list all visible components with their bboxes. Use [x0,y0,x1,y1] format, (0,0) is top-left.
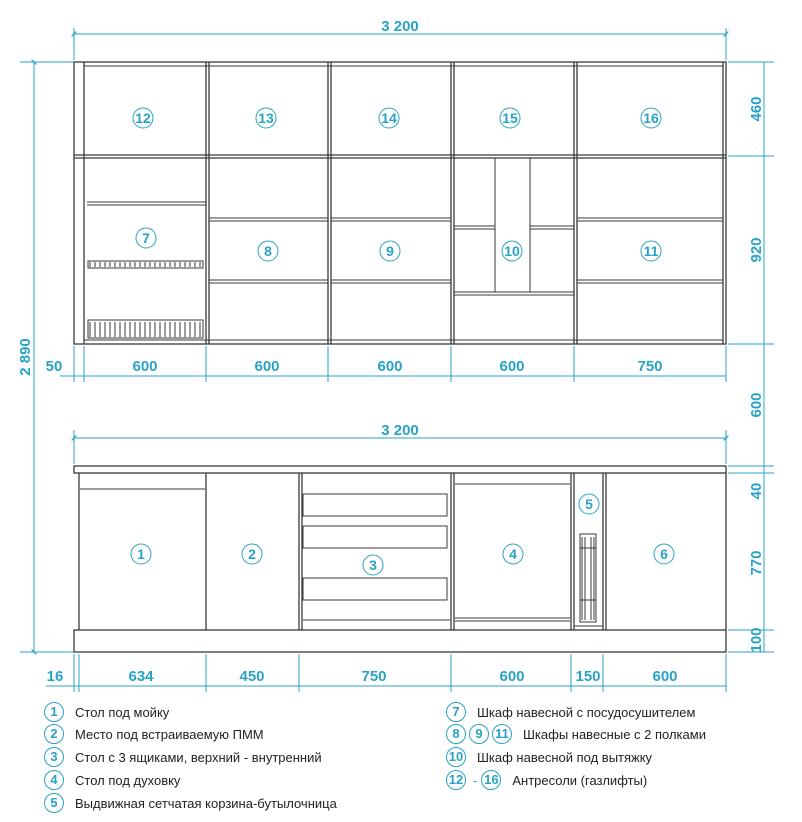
legend-number: 10 [446,747,466,767]
module-marker: 8 [264,243,272,259]
legend-text: Стол под духовку [75,772,181,788]
lower-width-dim: 600 [499,668,525,685]
legend-text: Стол с 3 ящиками, верхний - внутренний [75,749,322,765]
lower-total-dim: 3 200 [381,422,419,439]
legend-number: 1 [44,702,64,722]
mezz-height-dim: 460 [748,96,765,122]
module-marker: 4 [509,546,517,562]
legend-number: 9 [469,724,489,744]
upper-width-dim: 750 [637,358,663,375]
legend-number: 7 [446,702,466,722]
legend-text: Антресоли (газлифты) [512,772,648,788]
legend-item [44,769,180,791]
module-marker: 7 [142,230,150,246]
module-marker: 5 [585,496,593,512]
module-marker: 2 [248,546,256,562]
legend-item [446,701,695,723]
plinth-dim: 100 [748,627,765,653]
legend-item [44,723,264,745]
legend-text: Шкаф навесной с посудосушителем [477,704,696,720]
legend-text: Выдвижная сетчатая корзина-бутылочница [75,795,337,811]
base-cab-height-dim: 770 [748,550,765,576]
module-marker: 3 [369,557,377,573]
legend-number: 8 [446,724,466,744]
lower-width-dim: 750 [361,668,387,685]
module-marker: 1 [137,546,145,562]
module-marker: 10 [504,243,520,259]
lower-width-dim: 600 [652,668,678,685]
upper-width-dim: 600 [254,358,280,375]
legend-text: Место под встраиваемую ПММ [75,726,264,742]
legend-item [446,723,706,745]
upper-width-dim: 600 [377,358,403,375]
legend-text: Стол под мойку [75,704,170,720]
legend-item [44,701,169,723]
upper-width-dim: 600 [132,358,158,375]
legend-number: 3 [44,747,64,767]
lower-width-dim: 634 [128,668,154,685]
legend-item [446,769,647,791]
legend-item [446,746,652,768]
module-marker: 13 [258,110,274,126]
legend-number: 12 [446,770,466,790]
legend-number: 5 [44,793,64,813]
legend-text: Шкаф навесной под вытяжку [477,749,653,765]
lower-left-gap-dim: 16 [46,668,64,685]
legend-number: 11 [492,724,512,744]
legend-number: 4 [44,770,64,790]
legend-item [44,746,322,768]
legend-text: Шкафы навесные с 2 полками [523,726,706,742]
legend-item [44,792,337,814]
legend-number: 16 [481,770,501,790]
module-marker: 6 [660,546,668,562]
gap-height-dim: 600 [748,392,765,418]
module-marker: 14 [381,110,397,126]
upper-width-dim: 600 [499,358,525,375]
lower-width-dim: 150 [575,668,601,685]
wall-cab-height-dim: 920 [748,237,765,263]
module-marker: 9 [386,243,394,259]
lower-width-dim: 450 [239,668,265,685]
module-marker: 12 [135,110,151,126]
height-total-dim: 2 890 [17,338,34,376]
module-marker: 16 [643,110,659,126]
range-dash: - [473,772,478,788]
module-marker: 11 [643,243,659,259]
upper-total-dim: 3 200 [381,18,419,35]
countertop-dim: 40 [748,482,765,500]
legend-number: 2 [44,724,64,744]
module-marker: 15 [502,110,518,126]
upper-left-gap-dim: 50 [45,358,63,375]
